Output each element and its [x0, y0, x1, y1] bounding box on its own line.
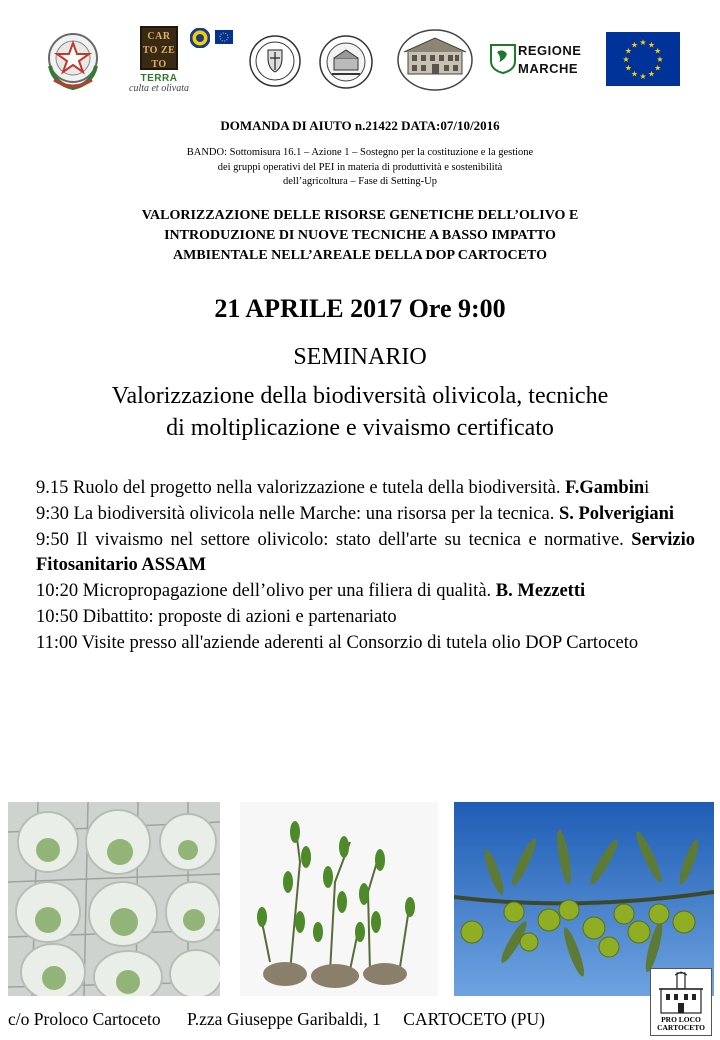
agenda-item-text: 9:30 La biodiversità olivicola nelle Marche: una risorsa per la tecnica.	[36, 503, 559, 524]
venue-name: c/o Proloco Cartoceto	[8, 1009, 161, 1029]
seminar-title-line: Valorizzazione della biodiversità olivicola, tecniche	[111, 383, 609, 409]
project-title	[40, 206, 680, 266]
pro-loco-line: PRO LOCO	[661, 1015, 701, 1024]
terra-logo-mark: CAR TO ZE TO	[140, 26, 178, 70]
agenda-item	[36, 528, 695, 580]
eu-star-icon: ★	[624, 63, 632, 73]
regione-marche-text	[518, 42, 581, 78]
agenda-item-text: 9.15 Ruolo del progetto nella valorizzazione e tutela della biodiversità.	[36, 478, 566, 498]
eu-small-flag-icon	[215, 30, 233, 44]
photo-olive-branch	[454, 802, 714, 996]
agenda-item	[36, 502, 695, 528]
pro-loco-text	[651, 1016, 711, 1032]
pro-loco-line: CARTOCETO	[657, 1023, 705, 1032]
bando-line: BANDO: Sottomisura 16.1 – Azione 1 – Sostegno per la costituzione e la gestione	[186, 147, 534, 158]
marche-line: MARCHE	[518, 61, 579, 76]
university-seal-icon	[248, 34, 302, 88]
eu-star-icon: ★	[624, 46, 632, 56]
eu-star-icon: ★	[622, 55, 630, 64]
eu-star-icon: ★	[656, 55, 664, 64]
agenda-item-suffix: i	[644, 478, 650, 498]
agenda-item-text: 11:00 Visite presso all'aziende aderenti al Consorzio di tutela olio DOP Cartoceto	[36, 632, 639, 653]
school-building-logo	[396, 28, 474, 92]
seminar-title	[10, 380, 710, 444]
agenda-item	[36, 579, 695, 605]
eu-star-icon: ★	[639, 72, 647, 81]
terra-logo-name: TERRA	[140, 73, 178, 84]
application-reference: DOMANDA DI AIUTO n.21422 DATA:07/10/2016	[220, 118, 500, 133]
regione-marche-shield-icon	[490, 44, 516, 74]
eu-star-icon: ★	[654, 63, 662, 73]
agenda	[36, 476, 695, 657]
venue-address: P.zza Giuseppe Garibaldi, 1	[186, 1009, 381, 1029]
agenda-speaker: S. Polverigiani	[558, 503, 675, 524]
eu-star-icon: ★	[630, 40, 639, 50]
terra-culta-et-olivata-logo	[124, 26, 194, 104]
agenda-item-text: 10:50 Dibattito: proposte di azioni e partenariato	[36, 606, 397, 627]
agenda-speaker: Servizio Fitosanitario ASSAM	[36, 529, 695, 576]
dop-seal-icon	[190, 28, 210, 48]
eu-star-icon: ★	[639, 38, 647, 47]
agenda-item	[36, 476, 695, 502]
agenda-speaker: F.Gambin	[565, 478, 645, 498]
event-type: SEMINARIO	[293, 344, 427, 370]
agenda-item	[36, 605, 695, 631]
eu-star-icon: ★	[654, 46, 662, 56]
photo-micropropagation-jars	[8, 802, 220, 996]
photo-olive-seedlings	[240, 802, 438, 996]
eu-star-icon: ★	[647, 69, 656, 79]
footer-address	[8, 1009, 545, 1030]
seminar-title-line: di moltiplicazione e vivaismo certificato	[166, 415, 554, 441]
venue-town: CARTOCETO (PU)	[403, 1009, 545, 1029]
project-title-line: AMBIENTALE NELL’AREALE DELLA DOP CARTOCETO	[173, 248, 547, 263]
event-date-time: 21 APRILE 2017 Ore 9:00	[214, 294, 506, 323]
agenda-item-text: 10:20 Micropropagazione dell’olivo per una filiera di qualità.	[36, 581, 496, 602]
university-perugia-seal-icon	[318, 34, 374, 90]
bando-line: dell’agricoltura – Fase di Setting-Up	[283, 176, 437, 187]
eu-flag-icon	[606, 32, 680, 86]
bando-description	[100, 146, 620, 190]
terra-logo-tagline: culta et olivata	[129, 83, 189, 94]
bando-line: dei gruppi operativi del PEI in materia di produttività e sostenibilità	[217, 161, 503, 173]
eu-star-icon: ★	[647, 40, 656, 50]
project-title-line: INTRODUZIONE DI NUOVE TECNICHE A BASSO IMPATTO	[164, 228, 556, 243]
pro-loco-cartoceto-logo	[650, 968, 712, 1036]
project-title-line: VALORIZZAZIONE DELLE RISORSE GENETICHE DELL’OLIVO E	[141, 208, 579, 223]
agenda-speaker: B. Mezzetti	[495, 581, 586, 602]
agenda-item-text: 9:50 Il vivaismo nel settore olivicolo: stato dell'arte su tecnica e normative.	[36, 529, 632, 550]
eu-star-icon: ★	[630, 69, 639, 79]
agenda-item	[36, 631, 695, 657]
logo-strip	[0, 22, 720, 106]
regione-line: REGIONE	[518, 43, 582, 58]
regione-marche-logo	[490, 40, 586, 84]
italian-republic-emblem-icon	[44, 28, 102, 92]
pro-loco-building-icon	[651, 971, 711, 1017]
